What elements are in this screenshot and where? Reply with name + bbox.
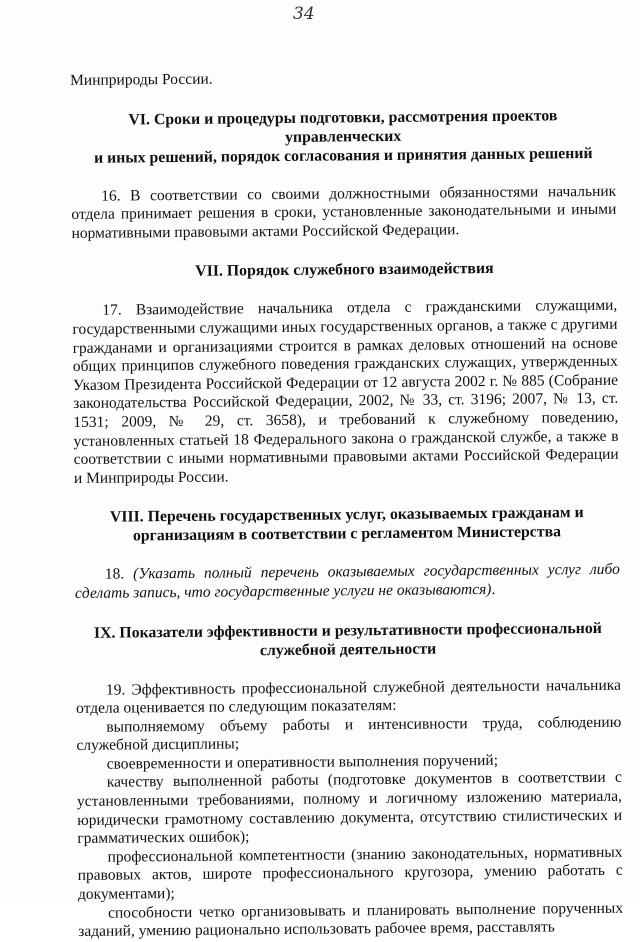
section-9-heading-line-2: служебной деятельности xyxy=(259,640,437,659)
paragraph-18 xyxy=(75,561,620,603)
paragraph-18-text: (Указать полный перечень оказываемых государственных услуг либо сделать запись, что государственные услуги не оказываются) xyxy=(74,561,620,602)
paragraph-16: 16. В соответствии со своими должностными обязанностями начальник отдела принимает решения в сроки, установленные законодательными и иными нормативными правовыми актами Российской Федерации. xyxy=(71,182,617,242)
section-6-heading-line-1: VI. Сроки и процедуры подготовки, рассмотрения проектов управленческих xyxy=(128,106,558,146)
page-number: 34 xyxy=(293,4,315,24)
section-8-heading-line-1: VIII. Перечень государственных услуг, оказываемых гражданам и xyxy=(109,504,584,526)
intro-line: Минприроды России. xyxy=(70,70,213,89)
paragraph-17: 17. Взаимодействие начальника отдела с гражданскими служащими, государственными служащими иных государственных органов, а также с другими гражданами и организациями строится в рамках деловых отношений на основе общих принципов служебного поведения гражданских служащих, утвержденных Указом Президента Российской Федерации от 12 августа 2002 г. № 885 (Собрание законодательства Российской Федерации, 2002, № 33, ст. 3196; 2007, № 13, ст. 1531; 2009, № 29, ст. 3658), и требований к служебному поведению, установленных статьей 18 Федерального закона о гражданской службе, а также в соответствии с иными нормативными правовыми актами Российской Федерации и Минприроды России. xyxy=(72,297,619,487)
section-8-heading xyxy=(74,503,619,546)
section-7-heading: VII. Порядок служебного взаимодействия xyxy=(195,260,494,281)
section-9-heading-line-1: IX. Показатели эффективности и результативности профессиональной xyxy=(93,619,602,642)
document-body xyxy=(70,67,623,942)
list-item: своевременности и оперативности выполнения поручений; xyxy=(106,751,499,773)
paragraph-19: 19. Эффективность профессиональной служебной деятельности начальника отдела оценивается по следующим показателям: xyxy=(76,676,621,718)
section-8-heading-line-2: организациям в соответствии с регламентом Министерства xyxy=(132,523,562,545)
paragraph-18-number: 18. xyxy=(104,565,125,584)
list-item: качеству выполненной работы (подготовке документов в соответствии с установленными требованиями, полному и логичному изложению материала, юридически грамотному составлению документа, отсутствию стилистических и грамматических ошибок); xyxy=(76,769,623,848)
section-6-heading xyxy=(70,105,616,167)
section-6-heading-line-2: и иных решений, порядок согласования и принятия данных решений xyxy=(93,144,593,167)
list-item: выполняемому объему работы и интенсивности труда, соблюдению служебной дисциплины; xyxy=(76,713,622,755)
section-9-heading xyxy=(75,618,620,661)
list-item: способности четко организовывать и планировать выполнение порученных заданий, умению рационально использовать рабочее время, расставлять xyxy=(78,899,624,941)
paragraph-18-end: . xyxy=(491,580,496,598)
list-item: профессиональной компетентности (знанию законодательных, нормативных правовых актов, широте профессионального кругозора, умению работать с документами); xyxy=(77,843,623,903)
